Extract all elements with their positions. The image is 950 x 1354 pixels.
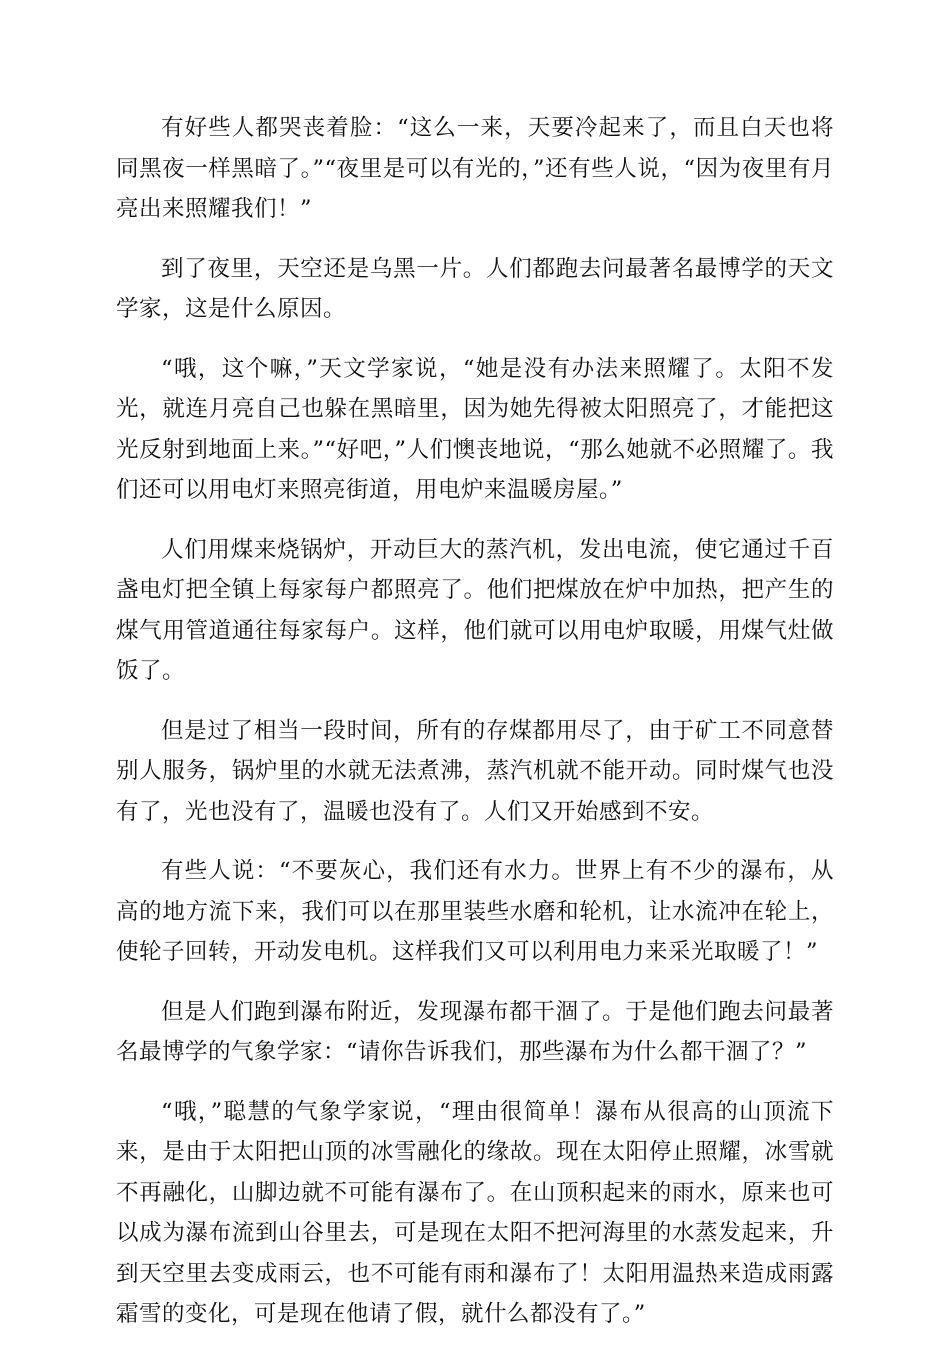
paragraph-2: 到了夜里，天空还是乌黑一片。人们都跑去问最著名最博学的天文学家，这是什么原因。 (116, 255, 834, 322)
paragraph-3: “哦，这个嘛，”天文学家说，“她是没有办法来照耀了。太阳不发光，就连月亮自己也躲在黑暗里，因为她先得被太阳照亮了，才能把这光反射到地面上来。”“好吧，”人们懊丧地说，“那么她就不必照耀了。我们还可以用电灯来照亮街道，用电炉来温暖房屋。” (116, 355, 834, 503)
paragraph-4: 人们用煤来烧锅炉，开动巨大的蒸汽机，发出电流，使它通过千百盏电灯把全镇上每家每户都照亮了。他们把煤放在炉中加热，把产生的煤气用管道通往每家每户。这样，他们就可以用电炉取暖，用煤气灶做饭了。 (116, 536, 834, 684)
paragraph-7: 但是人们跑到瀑布附近，发现瀑布都干涸了。于是他们跑去问最著名最博学的气象学家：“请你告诉我们，那些瀑布为什么都干涸了？” (116, 998, 834, 1065)
paragraph-5: 但是过了相当一段时间，所有的存煤都用尽了，由于矿工不同意替别人服务，锅炉里的水就无法煮沸，蒸汽机就不能开动。同时煤气也没有了，光也没有了，温暖也没有了。人们又开始感到不安。 (116, 717, 834, 825)
paragraph-8: “哦，”聪慧的气象学家说，“理由很简单！瀑布从很高的山顶流下来，是由于太阳把山顶的冰雪融化的缘故。现在太阳停止照耀，冰雪就不再融化，山脚边就不可能有瀑布了。在山顶积起来的雨水，原来也可以成为瀑布流到山谷里去，可是现在太阳不把河海里的水蒸发起来，升到天空里去变成雨云，也不可能有雨和瀑布了！太阳用温热来造成雨露霜雪的变化，可是现在他请了假，就什么都没有了。” (116, 1098, 834, 1327)
paragraph-6: 有些人说：“不要灰心，我们还有水力。世界上有不少的瀑布，从高的地方流下来，我们可以在那里装些水磨和轮机，让水流冲在轮上，使轮子回转，开动发电机。这样我们又可以利用电力来采光取暖了！” (116, 858, 834, 965)
document-body (116, 108, 834, 1354)
paragraph-1: 有好些人都哭丧着脸：“这么一来，天要冷起来了，而且白天也将同黑夜一样黑暗了。”“夜里是可以有光的，”还有些人说，“因为夜里有月亮出来照耀我们！” (116, 115, 834, 222)
